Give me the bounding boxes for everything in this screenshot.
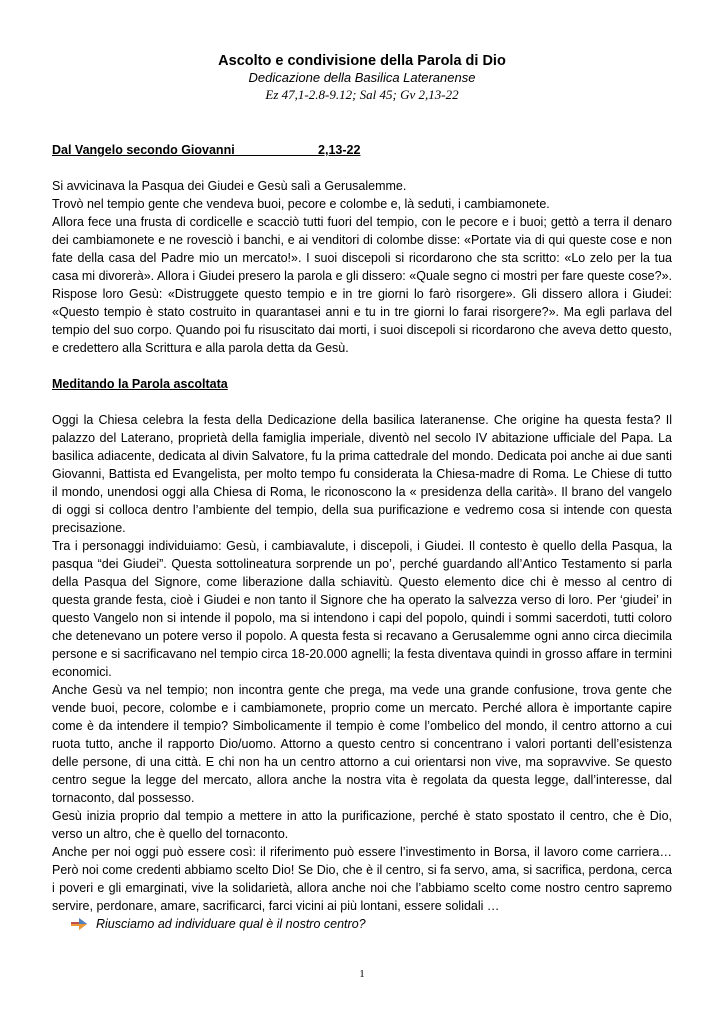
scripture-references: Ez 47,1-2.8-9.12; Sal 45; Gv 2,13-22 [265, 87, 459, 102]
gospel-heading: Dal Vangelo secondo Giovanni 2,13-22 [52, 143, 361, 157]
meditation-heading: Meditando la Parola ascoltata [52, 377, 228, 391]
meditation-paragraph: Anche per noi oggi può essere così: il riferimento può essere l’investimento in Borsa, il lavoro come carriera… Però noi come credenti abbiamo scelto Dio! Se Dio, che è il centro, si fa servo, ama, si sacrifica, perdona, cerca i poveri e gli emarginati, vive la solidarietà, allora anche noi che l’abbiamo scelto come nostro centro sapremo servire, perdonare, amare, sacrificarci, farci vicini ai più lontani, essere solidali … [52, 845, 672, 913]
reflection-question-text: Riusciamo ad individuare qual è il nostro centro? [96, 917, 366, 931]
document-title: Ascolto e condivisione della Parola di Dio [218, 53, 506, 69]
meditation-paragraph: Tra i personaggi individuiamo: Gesù, i cambiavalute, i discepoli, i Giudei. Il contesto è quello della Pasqua, la pasqua “dei Giudei”. Questa sottolineatura sorprende un po’, perché guardando all’Antico Testamento si parla della Pasqua del Signore, come liberazione dalla schiavitù. Questo elemento dice chi è messo al centro di questa grande festa, cioè i Giudei e non tanto il Signore che ha operato la salvezza verso di loro. Per ‘giudei’ in questo Vangelo non si intende il popolo, ma si intendono i capi del popolo, quindi i sommi sacerdoti, tutti coloro che detenevano un potere verso il popolo. A questa festa si recavano a Gerusalemme ogni anno circa diecimila persone e si sacrificavano nel tempio circa 18-20.000 agnelli; la festa diventava quindi in grosso affare in termini economici. [52, 539, 672, 679]
meditation-paragraph: Oggi la Chiesa celebra la festa della Dedicazione della basilica lateranense. Che origine ha questa festa? Il palazzo del Laterano, proprietà della famiglia imperiale, diventò nel secolo IV abitazione ufficiale del Papa. La basilica adiacente, dedicata al divin Salvatore, fu la prima cattedrale del mondo. Dedicata poi anche ai due santi Giovanni, Battista ed Evangelista, per molto tempo fu considerata la Chiesa-madre di Roma. Le Chiese di tutto il mondo, unendosi oggi alla Chiesa di Roma, le riconoscono la « presidenza della carità». Il brano del vangelo di oggi si colloca dentro l’ambiente del tempio, della sua purificazione e vedremo cosa si intende con questa precisazione. [52, 413, 672, 535]
page-number: 1 [359, 968, 365, 980]
meditation-paragraph: Gesù inizia proprio dal tempio a mettere in atto la purificazione, perché è stato spostato il centro, che è Dio, verso un altro, che è quello del tornaconto. [52, 809, 672, 841]
gospel-paragraph: Allora fece una frusta di cordicelle e scacciò tutti fuori del tempio, con le pecore e i buoi; gettò a terra il denaro dei cambiamonete e ne rovesciò i banchi, e ai venditori di colombe disse: «Portate via di qui queste cose e non fate della casa del Padre mio un mercato!». I suoi discepoli si ricordarono che sta scritto: «Lo zelo per la tua casa mi divorerà». Allora i Giudei presero la parola e gli dissero: «Quale segno ci mostri per fare queste cose?». Rispose loro Gesù: «Distruggete questo tempio e in tre giorni lo farò risorgere». Gli dissero allora i Giudei: «Questo tempio è stato costruito in quarantasei anni e tu in tre giorni lo farai risorgere?». Ma egli parlava del tempio del suo corpo. Quando poi fu risuscitato dai morti, i suoi discepoli si ricordarono che aveva detto questo, e credettero alla Scrittura e alla parola detta da Gesù. [52, 215, 672, 355]
document-subtitle: Dedicazione della Basilica Lateranense [248, 70, 476, 85]
meditation-paragraph: Anche Gesù va nel tempio; non incontra gente che prega, ma vede una grande confusione, trova gente che vende buoi, pecore, colombe e i cambiamonete, proprio come un mercato. Perché allora è importante capire come è da intendere il tempio? Simbolicamente il tempio è come l’ombelico del mondo, il centro attorno a cui ruota tutto, anche il rapporto Dio/uomo. Attorno a questo centro si concentrano i valori portanti dell’esistenza delle persone, di una città. E chi non ha un centro attorno a cui orientarsi non vive, ma sopravvive. Se questo centro segue la legge del mercato, allora anche la nostra vita è regolata da questa legge, dall’interesse, dal tornaconto, dal possesso. [52, 683, 672, 805]
gospel-line: Si avvicinava la Pasqua dei Giudei e Gesù salì a Gerusalemme. [52, 179, 407, 193]
arrow-bullet-icon [70, 917, 88, 931]
document-header [0, 52, 724, 103]
document-body [52, 141, 672, 933]
reflection-question [70, 915, 672, 933]
gospel-line: Trovò nel tempio gente che vendeva buoi, pecore e colombe e, là seduti, i cambiamonete. [52, 197, 550, 211]
